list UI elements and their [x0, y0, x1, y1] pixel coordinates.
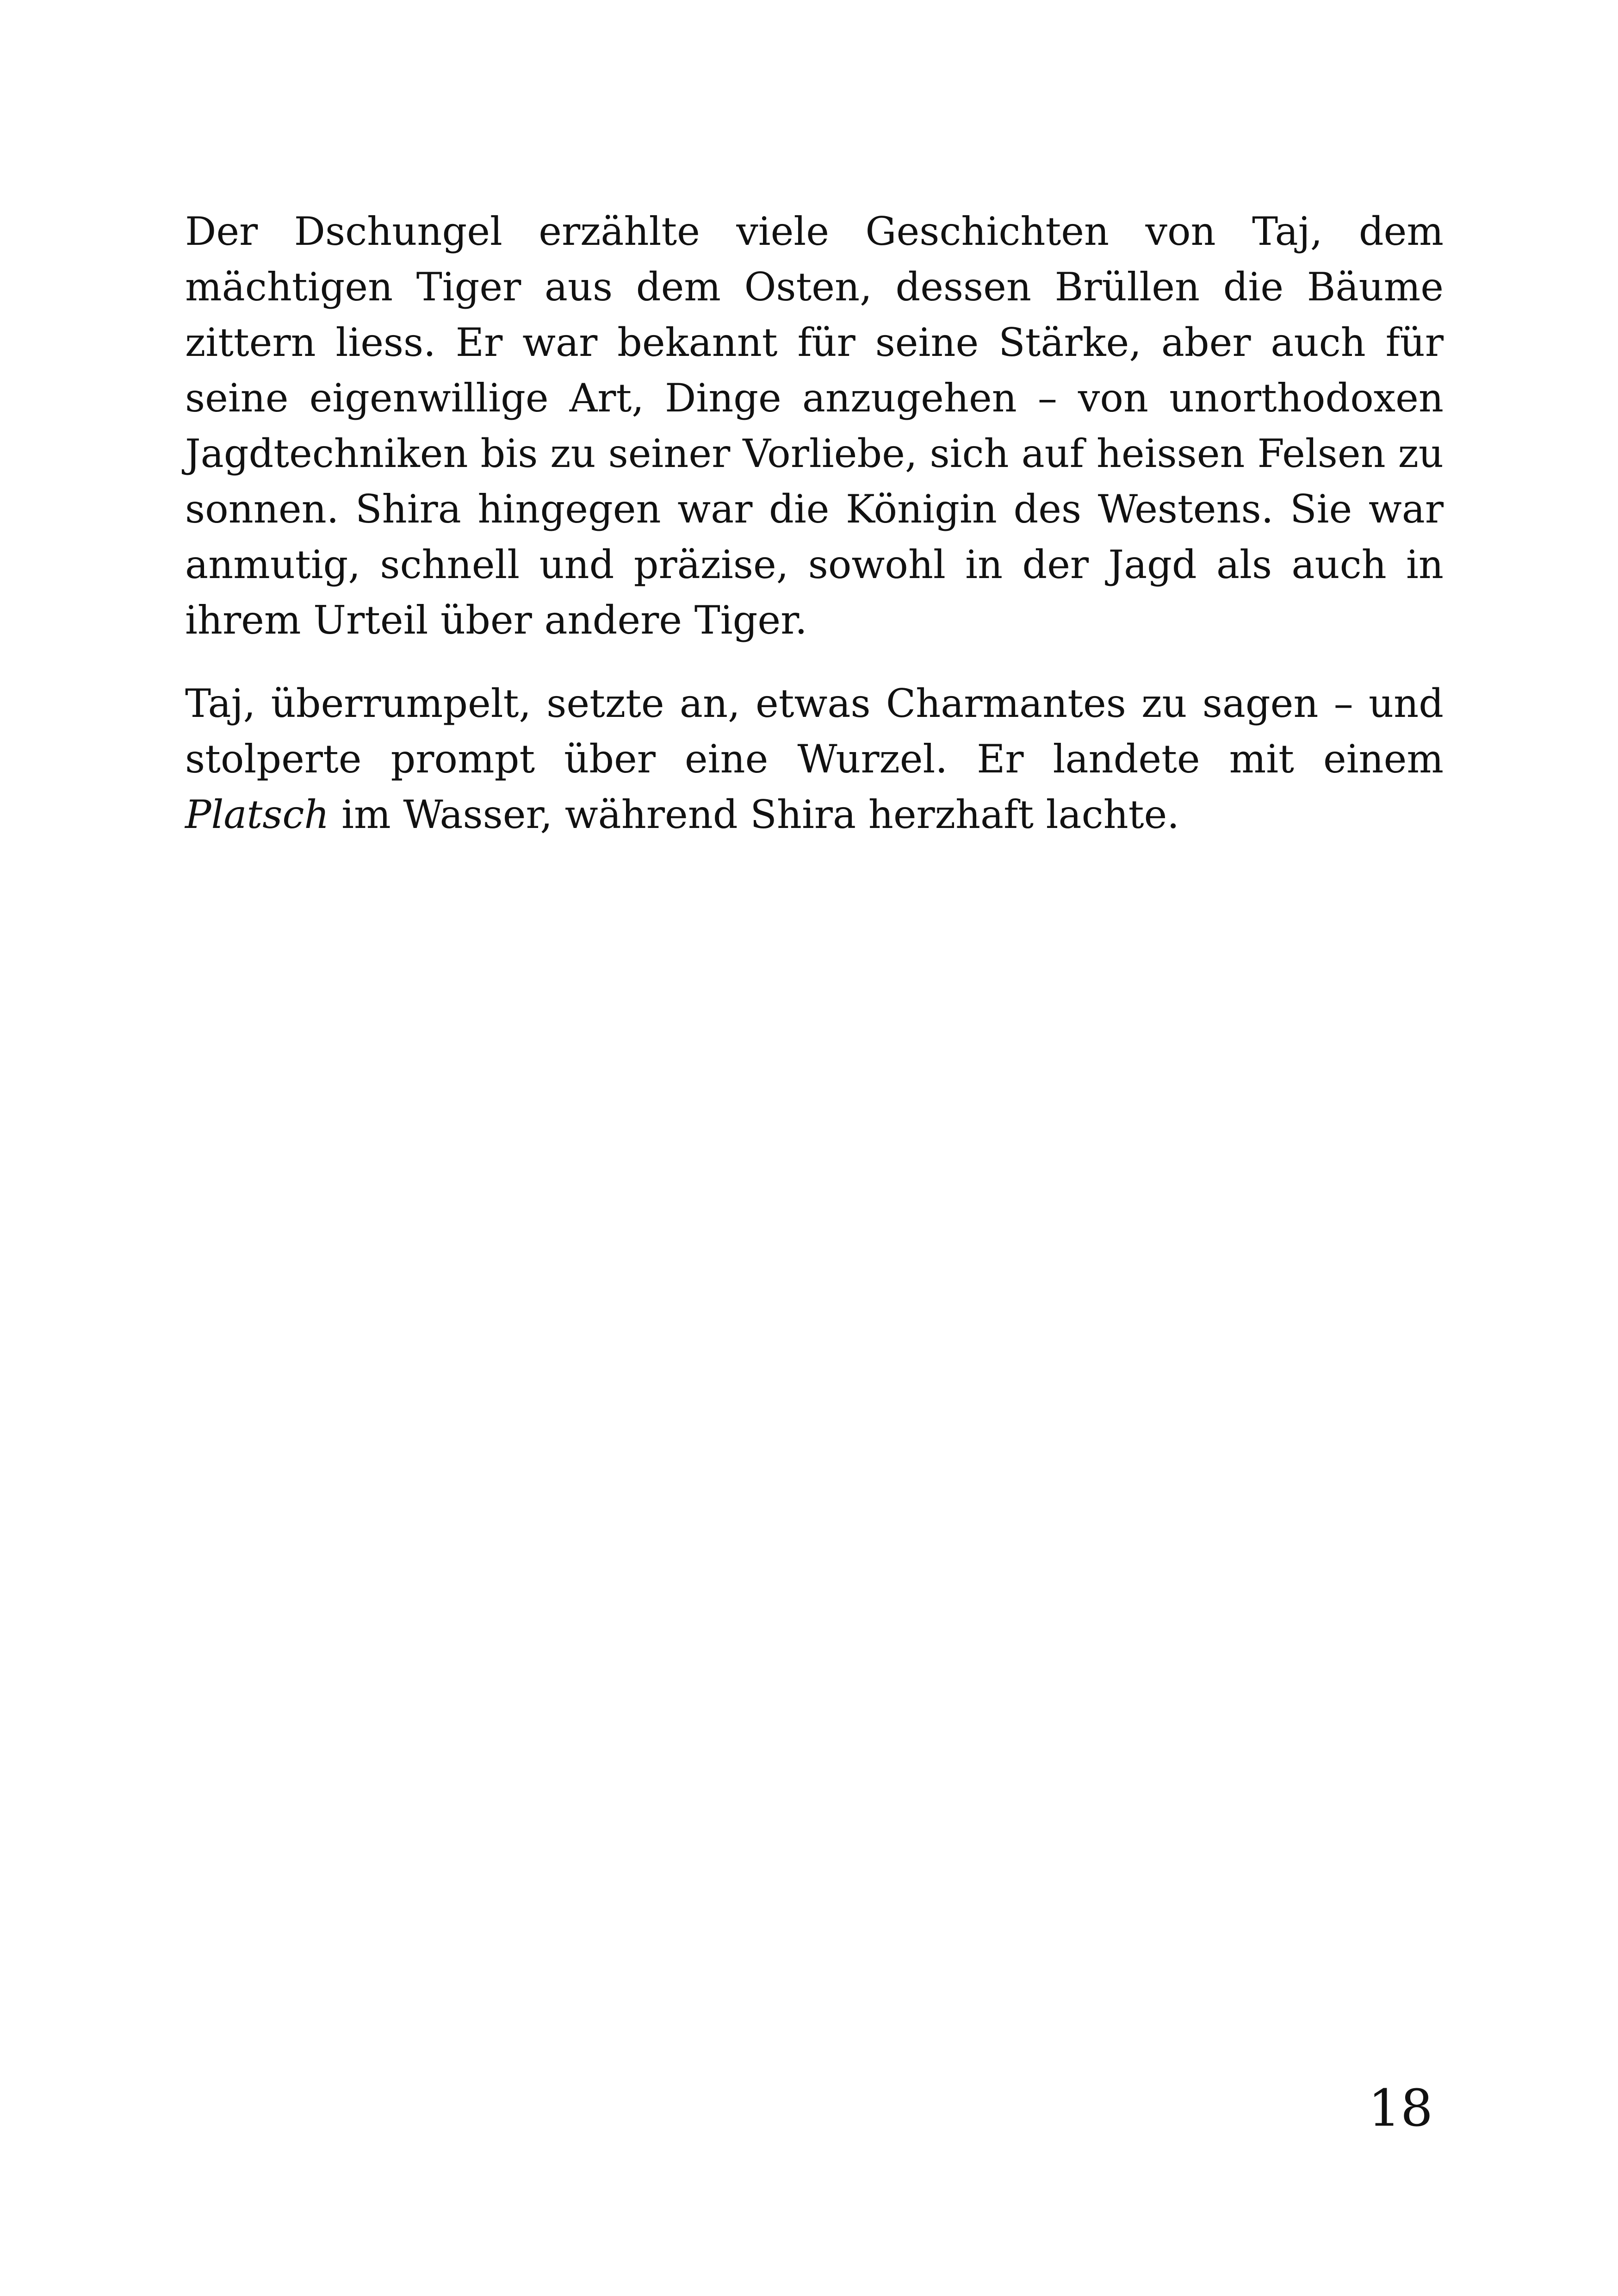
paragraph-2-emphasis: Platsch [185, 792, 329, 837]
paragraph-1: Der Dschungel erzählte viele Geschichten von Taj, dem mächtigen Tiger aus dem Osten, dessen Brüllen die Bäume zittern liess. Er war bekannt für seine Stärke, aber auch für seine eigenwillige Art, Dinge anzugehen – von unorthodoxen Jagdtechniken bis zu seiner Vorliebe, sich auf heissen Felsen zu sonnen. Shira hingegen war die Königin des Westens. Sie war anmutig, schnell und präzise, sowohl in der Jagd als auch in ihrem Urteil über andere Tiger. [185, 209, 1444, 643]
paragraph-2-text-after: im Wasser, während Shira herzhaft lachte. [329, 792, 1179, 837]
page-number: 18 [1368, 2078, 1433, 2138]
paragraph-2-text-before: Taj, überrumpelt, setzte an, etwas Charmantes zu sagen – und stolperte prompt über eine Wurzel. Er landete mit einem [185, 681, 1444, 782]
paragraph-2 [185, 676, 1444, 842]
body-text [185, 204, 1444, 842]
